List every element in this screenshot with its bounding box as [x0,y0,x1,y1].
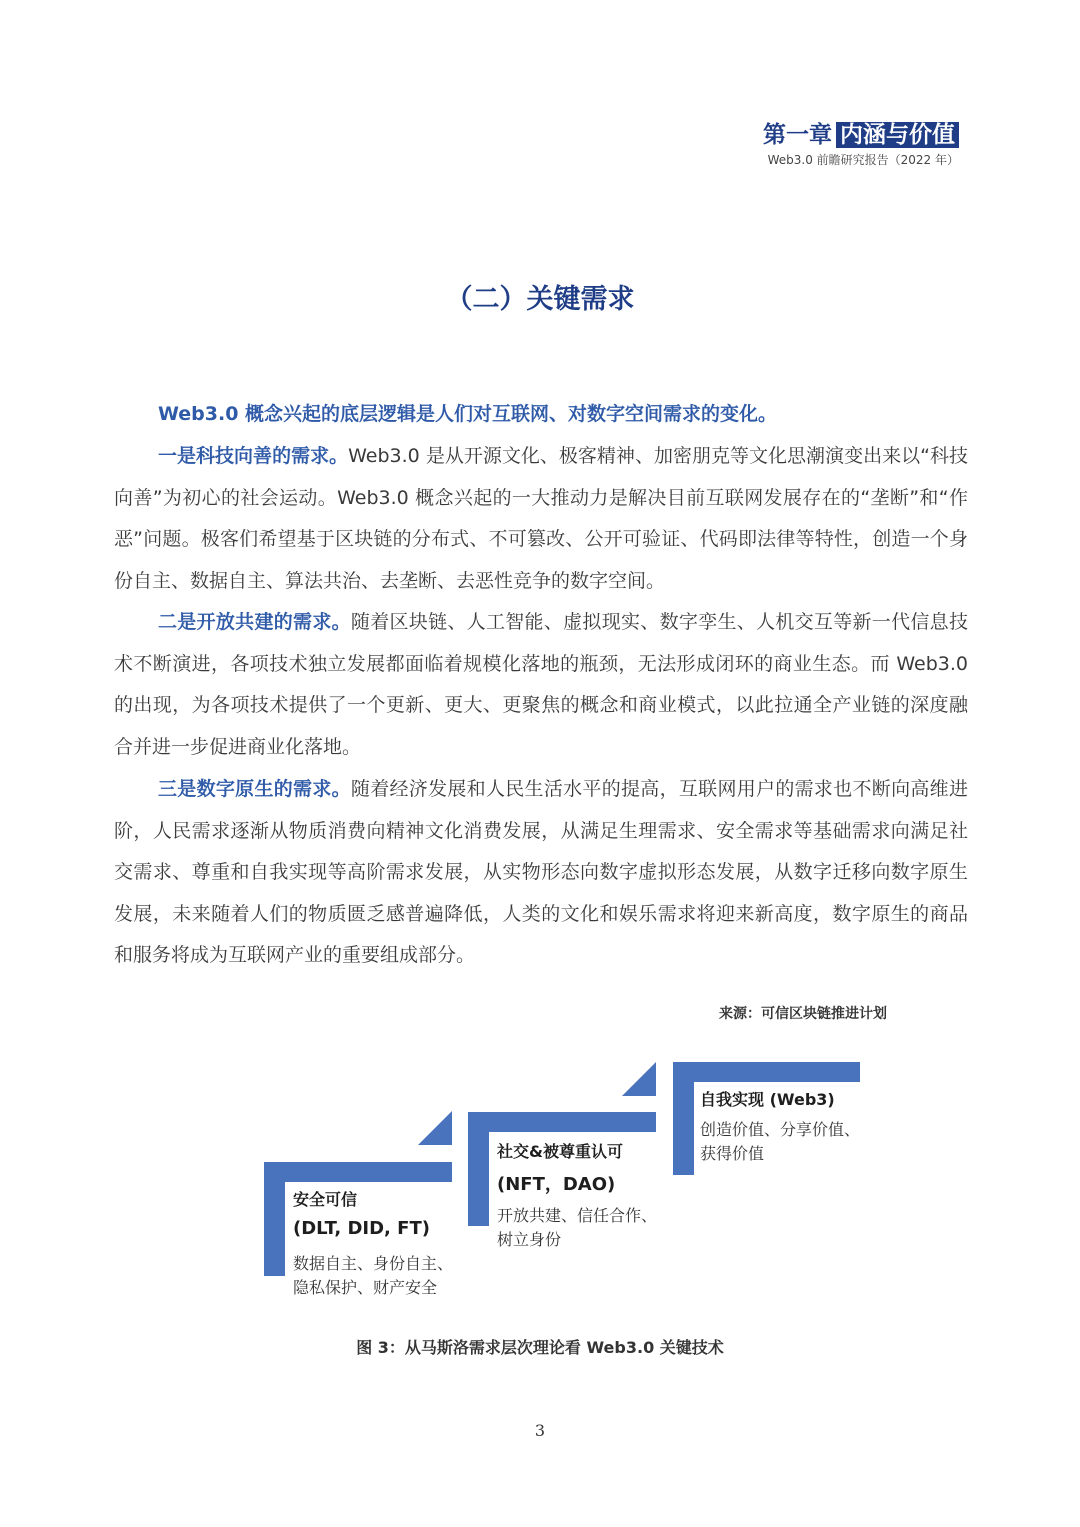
paragraph-highlight: 三是数字原生的需求。 [158,778,351,800]
paragraph-digital-native [114,769,968,977]
paragraph-highlight: 一是科技向善的需求。 [158,445,349,467]
chapter-header [763,121,959,168]
step-title: 自我实现 (Web3) [700,1090,835,1109]
figure-caption: 图 3：从马斯洛需求层次理论看 Web3.0 关键技术 [356,1338,724,1357]
report-name: Web3.0 前瞻研究报告（2022 年） [767,153,959,167]
step-title: 安全可信 [293,1190,358,1209]
chapter-label: 第一章 [763,122,832,148]
step-bar-vertical [673,1062,694,1175]
figure-source: 来源：可信区块链推进计划 [719,1006,887,1022]
step-arrow-icon [622,1062,656,1096]
page-number: 3 [534,1421,546,1440]
section-title: （二）关键需求 [445,284,635,315]
step-description: 数据自主、身份自主、隐私保护、财产安全 [293,1254,454,1297]
paragraph-open-co-build [114,602,968,768]
step-bar-horizontal [264,1162,452,1182]
paragraph-text: 随着经济发展和人民生活水平的提高，互联网用户的需求也不断向高维进阶，人民需求逐渐从物质消费向精神文化消费发展，从满足生理需求、安全需求等基础需求向满足社交需求、尊重和自我实现等高阶需求发展，从实物形态向数字虚拟形态发展，从数字迁移向数字原生发展，未来随着人们的物质匮乏感普遍降低，人类的文化和娱乐需求将迎来新高度，数字原生的商品和服务将成为互联网产业的重要组成部分。 [114,778,968,966]
step-description: 创造价值、分享价值、获得价值 [700,1120,861,1163]
step-description: 开放共建、信任合作、树立身份 [497,1206,658,1249]
chapter-title: 内涵与价值 [836,122,959,148]
paragraph-tech-for-good [114,436,968,602]
step-title: 社交&被尊重认可 [497,1142,623,1161]
step-tech: (NFT，DAO) [497,1174,616,1195]
step-bar-vertical [264,1162,285,1276]
step-bar-horizontal [468,1112,656,1132]
lead-sentence: Web3.0 概念兴起的底层逻辑是人们对互联网、对数字空间需求的变化。 [158,403,778,425]
step-tech: (DLT, DID, FT) [293,1218,430,1239]
chapter-heading [763,121,959,149]
step-bar-horizontal [673,1062,860,1082]
paragraph-text: Web3.0 是从开源文化、极客精神、加密朋克等文化思潮演变出来以“科技向善”为初心的社会运动。Web3.0 概念兴起的一大推动力是解决目前互联网发展存在的“垄断”和“作恶”问题。极客们希望基于区块链的分布式、不可篡改、公开可验证、代码即法律等特性，创造一个身份自主、数据自主、算法共治、去垄断、去恶性竞争的数字空间。 [114,445,968,592]
step-arrow-icon [418,1111,452,1145]
step-bar-vertical [468,1112,489,1226]
paragraph-text: 随着区块链、人工智能、虚拟现实、数字孪生、人机交互等新一代信息技术不断演进，各项技术独立发展都面临着规模化落地的瓶颈，无法形成闭环的商业生态。而 Web3.0 的出现，为各项技术提供了一个更新、更大、更聚焦的概念和商业模式，以此拉通全产业链的深度融合并进一步促进商业化落地。 [114,611,968,758]
paragraph-highlight: 二是开放共建的需求。 [158,611,351,633]
